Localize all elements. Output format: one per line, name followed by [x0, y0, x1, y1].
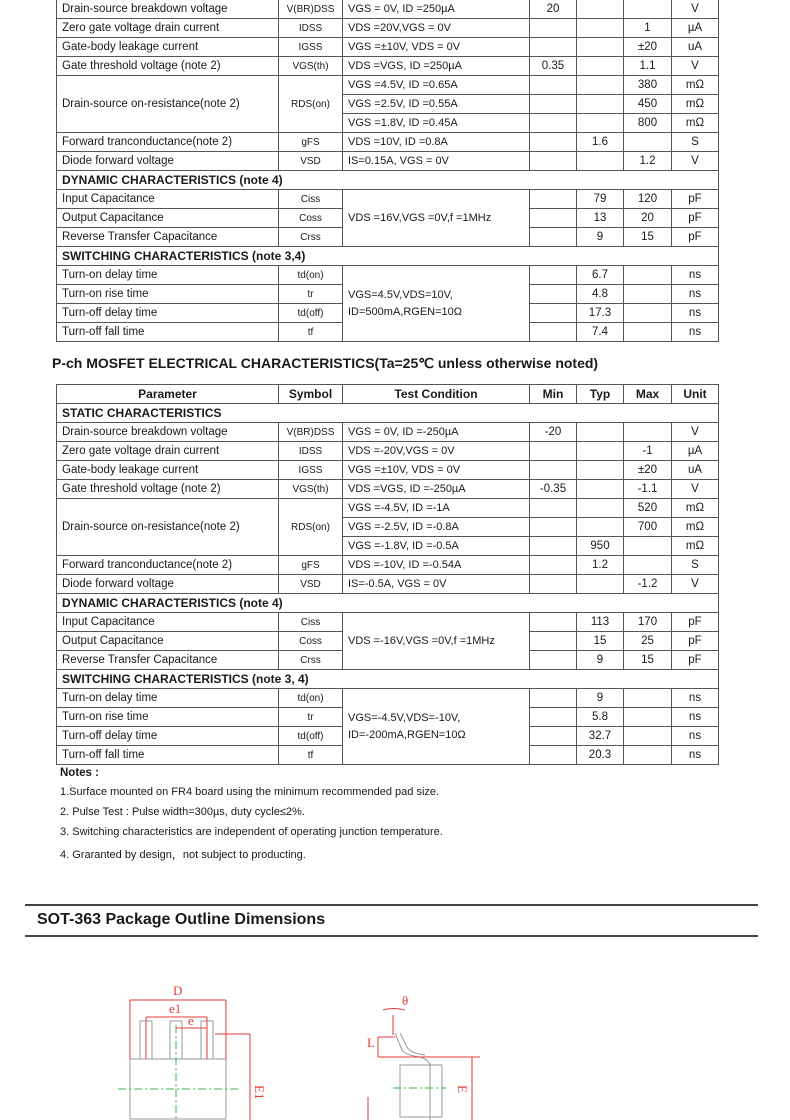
package-title: SOT-363 Package Outline Dimensions — [37, 911, 326, 928]
note-item: 3. Switching characteristics are independent of operating junction temperature. — [60, 826, 443, 838]
unit-cell: ns — [672, 285, 719, 304]
symbol-cell: V(BR)DSS — [279, 0, 343, 19]
condition-cell: VGS =-2.5V, ID =-0.8A — [343, 518, 530, 537]
typ-cell — [577, 19, 624, 38]
max-cell: 20 — [624, 209, 672, 228]
typ-cell: 79 — [577, 190, 624, 209]
unit-cell: V — [672, 57, 719, 76]
section-static — [57, 404, 719, 423]
param-cell: Turn-off fall time — [57, 323, 279, 342]
symbol-cell: td(on) — [279, 266, 343, 285]
max-cell: 700 — [624, 518, 672, 537]
condition-cell: VDS =-10V, ID =-0.54A — [343, 556, 530, 575]
typ-cell: 17.3 — [577, 304, 624, 323]
min-cell — [530, 228, 577, 247]
unit-cell: µA — [672, 19, 719, 38]
param-cell: Zero gate voltage drain current — [57, 442, 279, 461]
typ-cell — [577, 423, 624, 442]
param-cell: Turn-off delay time — [57, 304, 279, 323]
param-cell: Diode forward voltage — [57, 575, 279, 594]
max-cell: -1.1 — [624, 480, 672, 499]
max-cell: ±20 — [624, 461, 672, 480]
param-cell: Zero gate voltage drain current — [57, 19, 279, 38]
typ-cell — [577, 518, 624, 537]
param-cell: Output Capacitance — [57, 632, 279, 651]
header-typ: Typ — [577, 385, 624, 404]
symbol-cell: V(BR)DSS — [279, 423, 343, 442]
max-cell: ±20 — [624, 38, 672, 57]
min-cell — [530, 114, 577, 133]
param-cell: Forward tranconductance(note 2) — [57, 133, 279, 152]
symbol-cell: VGS(th) — [279, 57, 343, 76]
param-cell: Reverse Transfer Capacitance — [57, 228, 279, 247]
max-cell — [624, 304, 672, 323]
divider-top — [25, 904, 758, 906]
condition-cell: VDS =20V,VGS = 0V — [343, 19, 530, 38]
min-cell — [530, 575, 577, 594]
typ-cell: 950 — [577, 537, 624, 556]
section-label: SWITCHING CHARACTERISTICS (note 3,4) — [57, 247, 719, 266]
condition-line: VGS=4.5V,VDS=10V, — [348, 288, 453, 301]
symbol-cell: IDSS — [279, 442, 343, 461]
min-cell — [530, 461, 577, 480]
table-row — [57, 76, 719, 95]
min-cell — [530, 518, 577, 537]
condition-cell: VDS =-16V,VGS =0V,f =1MHz — [343, 613, 530, 670]
condition-line: ID=-200mA,RGEN=10Ω — [348, 728, 466, 741]
notes — [60, 767, 443, 870]
param-cell: Turn-off fall time — [57, 746, 279, 765]
dim-label-L: L — [367, 1035, 375, 1050]
max-cell: 120 — [624, 190, 672, 209]
unit-cell: mΩ — [672, 114, 719, 133]
unit-cell: ns — [672, 746, 719, 765]
typ-cell: 9 — [577, 689, 624, 708]
min-cell — [530, 19, 577, 38]
condition-line: ID=500mA,RGEN=10Ω — [348, 305, 462, 318]
symbol-cell: Crss — [279, 228, 343, 247]
max-cell: -1 — [624, 442, 672, 461]
dim-label-E1: E1 — [252, 1085, 267, 1100]
min-cell — [530, 152, 577, 171]
unit-cell: ns — [672, 266, 719, 285]
param-cell: Drain-source breakdown voltage — [57, 0, 279, 19]
dim-label-E: E — [455, 1085, 470, 1093]
param-cell: Drain-source breakdown voltage — [57, 423, 279, 442]
section-label: STATIC CHARACTERISTICS — [57, 404, 719, 423]
param-cell: Gate threshold voltage (note 2) — [57, 57, 279, 76]
min-cell — [530, 266, 577, 285]
typ-cell — [577, 480, 624, 499]
symbol-cell: Coss — [279, 209, 343, 228]
typ-cell: 7.4 — [577, 323, 624, 342]
max-cell — [624, 727, 672, 746]
typ-cell — [577, 38, 624, 57]
max-cell — [624, 285, 672, 304]
min-cell — [530, 95, 577, 114]
min-cell — [530, 76, 577, 95]
table-row — [57, 480, 719, 499]
table-row — [57, 499, 719, 518]
condition-cell: VDS =VGS, ID =250µA — [343, 57, 530, 76]
symbol-cell: tf — [279, 746, 343, 765]
header-unit: Unit — [672, 385, 719, 404]
min-cell — [530, 38, 577, 57]
condition-cell: IS=-0.5A, VGS = 0V — [343, 575, 530, 594]
pch-section-title: P-ch MOSFET ELECTRICAL CHARACTERISTICS(Ta=25℃ unless otherwise noted) — [52, 355, 599, 371]
unit-cell: pF — [672, 651, 719, 670]
table-row — [57, 266, 719, 285]
unit-cell: mΩ — [672, 499, 719, 518]
symbol-cell: tr — [279, 708, 343, 727]
section-label: DYNAMIC CHARACTERISTICS (note 4) — [57, 594, 719, 613]
symbol-cell: VGS(th) — [279, 480, 343, 499]
param-cell: Gate threshold voltage (note 2) — [57, 480, 279, 499]
table-row — [57, 57, 719, 76]
typ-cell: 6.7 — [577, 266, 624, 285]
typ-cell: 20.3 — [577, 746, 624, 765]
table-row — [57, 0, 719, 19]
min-cell — [530, 746, 577, 765]
notes-header: Notes : — [60, 767, 99, 779]
param-cell: Drain-source on-resistance(note 2) — [57, 499, 279, 556]
unit-cell: mΩ — [672, 95, 719, 114]
min-cell — [530, 708, 577, 727]
nch-characteristics-table — [56, 0, 719, 342]
max-cell: 1 — [624, 19, 672, 38]
divider-bottom — [25, 935, 758, 937]
symbol-cell: tf — [279, 323, 343, 342]
condition-cell — [343, 266, 530, 342]
max-cell — [624, 689, 672, 708]
param-cell: Drain-source on-resistance(note 2) — [57, 76, 279, 133]
min-cell — [530, 323, 577, 342]
typ-cell — [577, 0, 624, 19]
table-row — [57, 575, 719, 594]
param-cell: Reverse Transfer Capacitance — [57, 651, 279, 670]
typ-cell: 15 — [577, 632, 624, 651]
typ-cell — [577, 57, 624, 76]
unit-cell: ns — [672, 323, 719, 342]
max-cell: 520 — [624, 499, 672, 518]
pch-characteristics-table — [56, 384, 719, 765]
param-cell: Turn-on delay time — [57, 266, 279, 285]
typ-cell — [577, 442, 624, 461]
condition-cell: VGS =±10V, VDS = 0V — [343, 38, 530, 57]
unit-cell: ns — [672, 304, 719, 323]
unit-cell: mΩ — [672, 76, 719, 95]
symbol-cell: VSD — [279, 152, 343, 171]
note-item: 2. Pulse Test : Pulse width=300µs, duty cycle≤2%. — [60, 806, 305, 818]
max-cell: -1.2 — [624, 575, 672, 594]
condition-cell — [343, 689, 530, 765]
condition-cell: VGS =1.8V, ID =0.45A — [343, 114, 530, 133]
table-row — [57, 613, 719, 632]
min-cell — [530, 632, 577, 651]
typ-cell: 32.7 — [577, 727, 624, 746]
max-cell — [624, 266, 672, 285]
param-cell: Turn-off delay time — [57, 727, 279, 746]
max-cell — [624, 556, 672, 575]
min-cell — [530, 285, 577, 304]
package-top-view-drawing — [110, 975, 270, 1120]
max-cell: 15 — [624, 651, 672, 670]
condition-cell: VDS =VGS, ID =-250µA — [343, 480, 530, 499]
header-min: Min — [530, 385, 577, 404]
max-cell: 1.1 — [624, 57, 672, 76]
symbol-cell: IGSS — [279, 461, 343, 480]
section-dynamic — [57, 171, 719, 190]
unit-cell: pF — [672, 209, 719, 228]
unit-cell: ns — [672, 689, 719, 708]
section-switching — [57, 247, 719, 266]
param-cell: Diode forward voltage — [57, 152, 279, 171]
header-max: Max — [624, 385, 672, 404]
table-row — [57, 423, 719, 442]
typ-cell: 9 — [577, 651, 624, 670]
symbol-cell: Crss — [279, 651, 343, 670]
min-cell — [530, 442, 577, 461]
symbol-cell: IDSS — [279, 19, 343, 38]
param-cell: Gate-body leakage current — [57, 461, 279, 480]
unit-cell: uA — [672, 38, 719, 57]
section-label: SWITCHING CHARACTERISTICS (note 3, 4) — [57, 670, 719, 689]
symbol-cell: tr — [279, 285, 343, 304]
dim-label-e1: e1 — [169, 1001, 182, 1016]
condition-cell: VGS =±10V, VDS = 0V — [343, 461, 530, 480]
condition-cell: VGS =4.5V, ID =0.65A — [343, 76, 530, 95]
header-test-condition: Test Condition — [343, 385, 530, 404]
symbol-cell: VSD — [279, 575, 343, 594]
typ-cell: 5.8 — [577, 708, 624, 727]
symbol-cell: IGSS — [279, 38, 343, 57]
table-row — [57, 442, 719, 461]
typ-cell: 1.2 — [577, 556, 624, 575]
symbol-cell: td(on) — [279, 689, 343, 708]
condition-cell: VGS =-4.5V, ID =-1A — [343, 499, 530, 518]
table-row — [57, 556, 719, 575]
condition-cell: VGS = 0V, ID =-250µA — [343, 423, 530, 442]
header-parameter: Parameter — [57, 385, 279, 404]
symbol-cell: Ciss — [279, 190, 343, 209]
min-cell — [530, 133, 577, 152]
unit-cell: µA — [672, 442, 719, 461]
condition-line: VGS=-4.5V,VDS=-10V, — [348, 711, 461, 724]
param-cell: Input Capacitance — [57, 190, 279, 209]
min-cell — [530, 304, 577, 323]
max-cell — [624, 323, 672, 342]
symbol-cell: RDS(on) — [279, 76, 343, 133]
unit-cell: V — [672, 423, 719, 442]
symbol-cell: RDS(on) — [279, 499, 343, 556]
table-row — [57, 152, 719, 171]
typ-cell — [577, 152, 624, 171]
typ-cell — [577, 95, 624, 114]
symbol-cell: Ciss — [279, 613, 343, 632]
symbol-cell: Coss — [279, 632, 343, 651]
header-symbol: Symbol — [279, 385, 343, 404]
unit-cell: ns — [672, 708, 719, 727]
typ-cell — [577, 499, 624, 518]
max-cell — [624, 537, 672, 556]
condition-cell: VGS =-1.8V, ID =-0.5A — [343, 537, 530, 556]
package-side-view-drawing — [350, 985, 490, 1120]
max-cell: 15 — [624, 228, 672, 247]
param-cell: Forward tranconductance(note 2) — [57, 556, 279, 575]
unit-cell: pF — [672, 632, 719, 651]
table-row — [57, 689, 719, 708]
min-cell — [530, 556, 577, 575]
max-cell — [624, 423, 672, 442]
typ-cell: 9 — [577, 228, 624, 247]
section-label: DYNAMIC CHARACTERISTICS (note 4) — [57, 171, 719, 190]
condition-cell: VGS =2.5V, ID =0.55A — [343, 95, 530, 114]
typ-cell: 4.8 — [577, 285, 624, 304]
typ-cell: 13 — [577, 209, 624, 228]
unit-cell: uA — [672, 461, 719, 480]
max-cell — [624, 708, 672, 727]
min-cell: 20 — [530, 0, 577, 19]
min-cell — [530, 499, 577, 518]
condition-cell: VGS = 0V, ID =250µA — [343, 0, 530, 19]
typ-cell — [577, 114, 624, 133]
unit-cell: V — [672, 575, 719, 594]
param-cell: Turn-on delay time — [57, 689, 279, 708]
param-cell: Input Capacitance — [57, 613, 279, 632]
param-cell: Gate-body leakage current — [57, 38, 279, 57]
max-cell: 25 — [624, 632, 672, 651]
unit-cell: ns — [672, 727, 719, 746]
min-cell: -20 — [530, 423, 577, 442]
section-switching — [57, 670, 719, 689]
unit-cell: mΩ — [672, 518, 719, 537]
table-row — [57, 190, 719, 209]
condition-cell: IS=0.15A, VGS = 0V — [343, 152, 530, 171]
param-cell: Turn-on rise time — [57, 708, 279, 727]
max-cell: 800 — [624, 114, 672, 133]
max-cell: 450 — [624, 95, 672, 114]
condition-cell: VDS =-20V,VGS = 0V — [343, 442, 530, 461]
param-cell: Turn-on rise time — [57, 285, 279, 304]
condition-cell: VDS =16V,VGS =0V,f =1MHz — [343, 190, 530, 247]
symbol-cell: gFS — [279, 556, 343, 575]
param-cell: Output Capacitance — [57, 209, 279, 228]
max-cell — [624, 746, 672, 765]
min-cell — [530, 613, 577, 632]
typ-cell — [577, 76, 624, 95]
condition-cell: VDS =10V, ID =0.8A — [343, 133, 530, 152]
min-cell: -0.35 — [530, 480, 577, 499]
max-cell: 380 — [624, 76, 672, 95]
dim-label-theta: θ — [402, 993, 409, 1008]
symbol-cell: td(off) — [279, 727, 343, 746]
unit-cell: V — [672, 480, 719, 499]
note-item: 4. Graranted by design，not subject to producting. — [60, 849, 306, 861]
min-cell — [530, 537, 577, 556]
table-row — [57, 133, 719, 152]
unit-cell: pF — [672, 190, 719, 209]
section-dynamic — [57, 594, 719, 613]
unit-cell: pF — [672, 613, 719, 632]
typ-cell: 113 — [577, 613, 624, 632]
max-cell: 1.2 — [624, 152, 672, 171]
dim-label-e: e — [188, 1013, 194, 1028]
table-row — [57, 38, 719, 57]
max-cell — [624, 133, 672, 152]
symbol-cell: td(off) — [279, 304, 343, 323]
symbol-cell: gFS — [279, 133, 343, 152]
note-item: 1.Surface mounted on FR4 board using the minimum recommended pad size. — [60, 786, 440, 798]
min-cell — [530, 651, 577, 670]
min-cell — [530, 727, 577, 746]
unit-cell: pF — [672, 228, 719, 247]
unit-cell: mΩ — [672, 537, 719, 556]
unit-cell: V — [672, 152, 719, 171]
unit-cell: S — [672, 556, 719, 575]
typ-cell — [577, 575, 624, 594]
table-row — [57, 461, 719, 480]
unit-cell: S — [672, 133, 719, 152]
max-cell: 170 — [624, 613, 672, 632]
min-cell — [530, 190, 577, 209]
typ-cell — [577, 461, 624, 480]
max-cell — [624, 0, 672, 19]
unit-cell: V — [672, 0, 719, 19]
min-cell — [530, 689, 577, 708]
table-row — [57, 19, 719, 38]
min-cell: 0.35 — [530, 57, 577, 76]
min-cell — [530, 209, 577, 228]
typ-cell: 1.6 — [577, 133, 624, 152]
dim-label-D: D — [173, 983, 183, 998]
table-header-row — [57, 385, 719, 404]
